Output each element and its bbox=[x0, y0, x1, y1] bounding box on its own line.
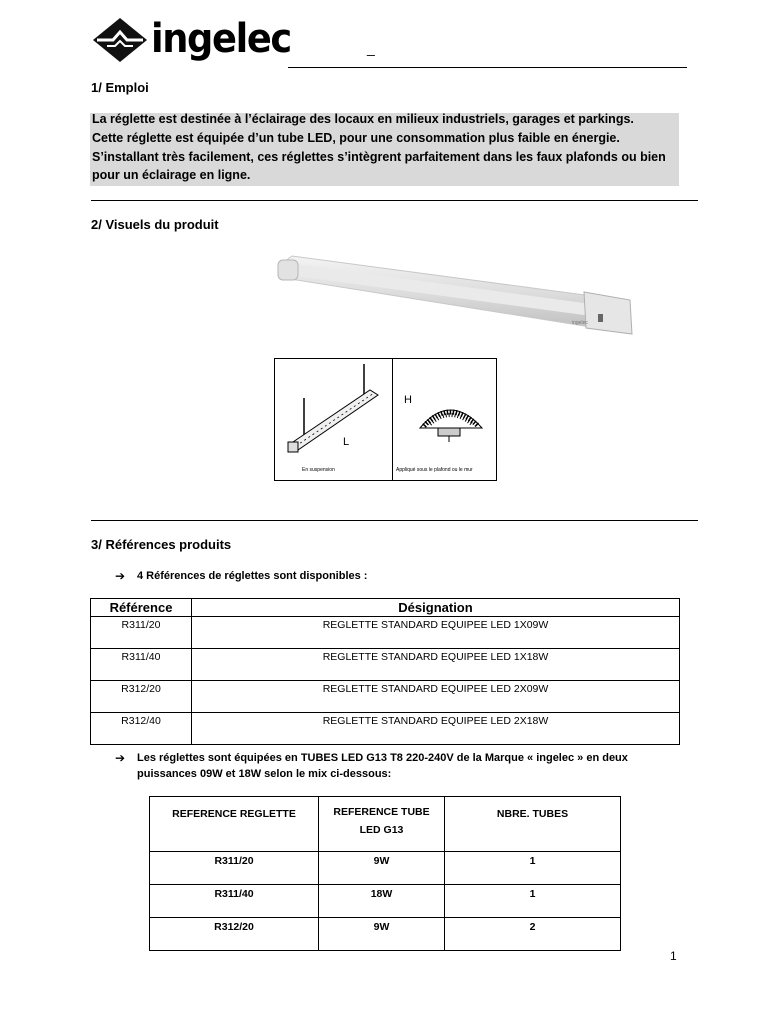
header-reference: Référence bbox=[91, 599, 192, 617]
cell-tube: 9W bbox=[319, 918, 445, 951]
header-reference-tube-line2: LED G13 bbox=[359, 824, 404, 836]
header-reference-reglette: REFERENCE REGLETTE bbox=[150, 797, 319, 852]
section2-rule bbox=[91, 520, 698, 521]
cell-reference: R311/40 bbox=[91, 649, 192, 681]
bullet-references: 4 Références de réglettes sont disponibles : bbox=[137, 570, 368, 582]
logo bbox=[93, 16, 291, 63]
header-designation: Désignation bbox=[192, 599, 680, 617]
header-reference-tube bbox=[319, 797, 445, 852]
usage-line-3: S’installant très facilement, ces réglettes s’intègrent parfaitement dans les faux plafonds ou bien bbox=[92, 150, 666, 164]
usage-line-2: Cette réglette est équipée d’un tube LED, pour une consommation plus faible en énergie. bbox=[92, 131, 620, 145]
cell-reference: R311/20 bbox=[91, 617, 192, 649]
height-label: H bbox=[404, 394, 412, 406]
cell-designation: REGLETTE STANDARD EQUIPEE LED 2X18W bbox=[192, 713, 680, 745]
table-row bbox=[91, 617, 680, 649]
arrow-right-icon: ➔ bbox=[115, 751, 126, 765]
svg-text:ingelec: ingelec bbox=[572, 320, 588, 326]
cell-reference: R312/20 bbox=[91, 681, 192, 713]
cell-count: 1 bbox=[445, 885, 621, 918]
cell-reglette: R311/40 bbox=[150, 885, 319, 918]
usage-line-4: pour un éclairage en ligne. bbox=[92, 168, 251, 182]
table-row bbox=[91, 649, 680, 681]
product-photo bbox=[276, 248, 638, 344]
cell-tube: 18W bbox=[319, 885, 445, 918]
table-row bbox=[91, 681, 680, 713]
section2-heading: 2/ Visuels du produit bbox=[91, 217, 219, 232]
section3-heading: 3/ Références produits bbox=[91, 537, 232, 552]
tubes-table bbox=[149, 796, 621, 951]
table-row bbox=[150, 852, 621, 885]
cell-designation: REGLETTE STANDARD EQUIPEE LED 2X09W bbox=[192, 681, 680, 713]
section1-heading: 1/ Emploi bbox=[91, 80, 149, 95]
table-row bbox=[150, 885, 621, 918]
section1-rule bbox=[91, 200, 698, 201]
cell-count: 1 bbox=[445, 852, 621, 885]
cell-reference: R312/40 bbox=[91, 713, 192, 745]
references-table bbox=[90, 598, 680, 745]
cell-designation: REGLETTE STANDARD EQUIPEE LED 1X09W bbox=[192, 617, 680, 649]
brand-name: ingelec bbox=[151, 16, 291, 62]
diagram-divider bbox=[392, 358, 393, 480]
table-header-row bbox=[91, 599, 680, 617]
suspension-caption: En suspension bbox=[302, 467, 335, 473]
cell-designation: REGLETTE STANDARD EQUIPEE LED 1X18W bbox=[192, 649, 680, 681]
table-row bbox=[91, 713, 680, 745]
header-rule bbox=[288, 67, 687, 68]
cell-count: 2 bbox=[445, 918, 621, 951]
cell-reglette: R311/20 bbox=[150, 852, 319, 885]
usage-line-1: La réglette est destinée à l’éclairage des locaux en milieux industriels, garages et parkings. bbox=[92, 112, 634, 126]
table-header-row bbox=[150, 797, 621, 852]
header-reference-tube-line1: REFERENCE TUBE bbox=[333, 806, 430, 818]
length-label: L bbox=[343, 436, 350, 448]
bullet-tubes-line-2: puissances 09W et 18W selon le mix ci-dessous: bbox=[137, 768, 392, 780]
ceiling-diagram bbox=[410, 396, 490, 446]
ingelec-logo-icon bbox=[93, 18, 147, 62]
header-nbre-tubes: NBRE. TUBES bbox=[445, 797, 621, 852]
bullet-tubes-line-1: Les réglettes sont équipées en TUBES LED G13 T8 220-240V de la Marque « ingelec » en deux bbox=[137, 752, 628, 764]
ceiling-caption: Appliqué sous le plafond ou le mur bbox=[396, 467, 473, 473]
cell-tube: 9W bbox=[319, 852, 445, 885]
table-row bbox=[150, 918, 621, 951]
page-number: 1 bbox=[670, 949, 677, 963]
header-dash: _ bbox=[367, 40, 375, 56]
cell-reglette: R312/20 bbox=[150, 918, 319, 951]
arrow-right-icon: ➔ bbox=[115, 569, 126, 583]
suspension-diagram bbox=[282, 362, 390, 472]
